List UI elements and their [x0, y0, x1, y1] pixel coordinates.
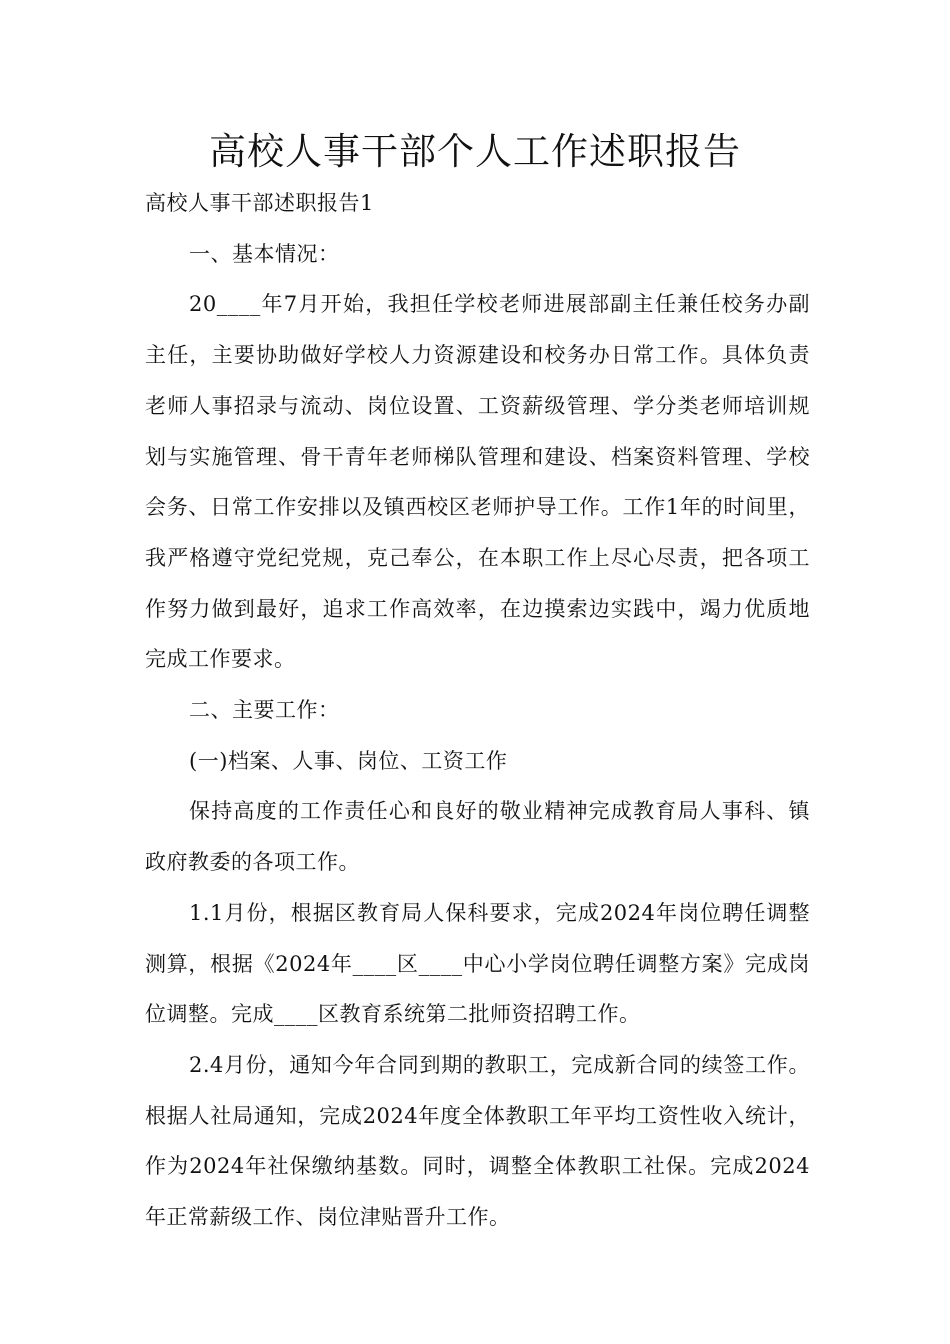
document-body: [145, 178, 810, 1243]
document-subtitle: 高校人事干部述职报告1: [145, 191, 374, 215]
section-heading-main-work: 二、主要工作：: [189, 698, 340, 723]
paragraph-basic-situation: 20____年7月开始，我担任学校老师进展部副主任兼任校务办副主任，主要协助做好学校人力资源建设和校务办日常工作。具体负责老师人事招录与流动、岗位设置、工资薪级管理、学分类老师培训规划与实施管理、骨干青年老师梯队管理和建设、档案资料管理、学校会务、日常工作安排以及镇西校区老师护导工作。工作1年的时间里，我严格遵守党纪党规，克己奉公，在本职工作上尽心尽责，把各项工作努力做到最好，追求工作高效率，在边摸索边实践中，竭力优质地完成工作要求。: [145, 292, 810, 672]
document-title: 高校人事干部个人工作述职报告: [209, 130, 741, 173]
paragraph-item-1: 1.1月份，根据区教育局人保科要求，完成2024年岗位聘任调整测算，根据《2024年____区____中心小学岗位聘任调整方案》完成岗位调整。完成____区教育系统第二批师资招聘工作。: [145, 900, 810, 1027]
paragraph-item-2: 2.4月份，通知今年合同到期的教职工，完成新合同的续签工作。根据人社局通知，完成2024年度全体教职工年平均工资性收入统计，作为2024年社保缴纳基数。同时，调整全体教职工社保。完成2024年正常薪级工作、岗位津贴晋升工作。: [145, 1052, 810, 1230]
paragraph-responsibility: 保持高度的工作责任心和良好的敬业精神完成教育局人事科、镇政府教委的各项工作。: [145, 799, 810, 875]
subsection-heading-archives: (一)档案、人事、岗位、工资工作: [189, 748, 508, 773]
section-heading-basic-situation: 一、基本情况：: [189, 241, 340, 266]
